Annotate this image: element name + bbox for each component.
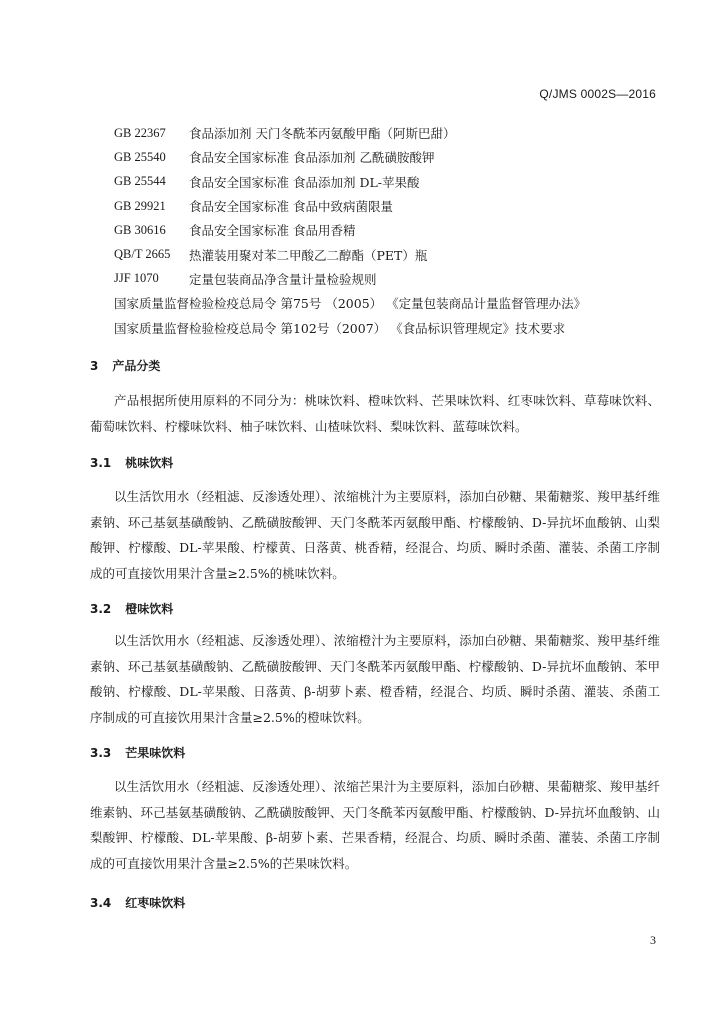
regulation-item — [114, 291, 674, 315]
reference-title: 食品安全国家标准 食品添加剂 乙酰磺胺酸钾 — [189, 150, 435, 166]
section-heading — [90, 357, 160, 374]
section-number: 3.4 — [90, 896, 112, 910]
reference-item — [114, 242, 674, 266]
reference-item — [114, 218, 674, 242]
reference-title: 定量包装商品净含量计量检验规则 — [189, 271, 377, 287]
reference-item — [114, 145, 674, 169]
section-number: 3.3 — [90, 746, 112, 760]
section-heading — [90, 600, 173, 617]
reference-code: QB/T 2665 — [114, 247, 171, 262]
section-number: 3.1 — [90, 456, 112, 470]
section-number: 3.2 — [90, 602, 112, 616]
section-number: 3 — [90, 359, 99, 373]
section-paragraph: 产品根据所使用原料的不同分为：桃味饮料、橙味饮料、芒果味饮料、红枣味饮料、草莓味饮料、葡萄味饮料、柠檬味饮料、柚子味饮料、山楂味饮料、梨味饮料、蓝莓味饮料。 — [90, 393, 660, 434]
reference-title: 食品添加剂 天门冬酰苯丙氨酸甲酯（阿斯巴甜） — [189, 126, 456, 142]
section-title: 桃味饮料 — [125, 456, 174, 470]
reference-code: GB 22367 — [114, 125, 166, 140]
reference-title: 食品安全国家标准 食品用香精 — [189, 223, 356, 239]
section-title: 红枣味饮料 — [125, 896, 186, 910]
regulation-text: 国家质量监督检验检疫总局令 第75号 （2005） 《定量包装商品计量监督管理办法》 — [114, 296, 587, 312]
reference-item — [114, 170, 674, 194]
reference-code: GB 25544 — [114, 174, 166, 189]
reference-code: GB 30616 — [114, 222, 166, 237]
page-number: 3 — [650, 933, 656, 947]
section-paragraph: 以生活饮用水（经粗滤、反渗透处理）、浓缩橙汁为主要原料，添加白砂糖、果葡糖浆、羧甲基纤维素钠、环己基氨基磺酸钠、乙酰磺胺酸钾、天门冬酰苯丙氨酸甲酯、柠檬酸钠、D-异抗坏血酸钠、苯甲酸钠、柠檬酸、DL-苹果酸、日落黄、β-胡萝卜素、橙香精，经混合、均质、瞬时杀菌、灌装、杀菌工序制成的可直接饮用果汁含量≥2.5%的橙味饮料。 — [90, 633, 660, 725]
section-heading — [90, 454, 173, 471]
standard-code: Q/JMS 0002S—2016 — [539, 87, 656, 101]
reference-code: JJF 1070 — [114, 271, 159, 286]
reference-code: GB 29921 — [114, 198, 166, 213]
reference-item — [114, 194, 674, 218]
section-title: 产品分类 — [112, 359, 161, 373]
reference-item — [114, 267, 674, 291]
normative-reference-list — [114, 121, 674, 340]
reference-title: 食品安全国家标准 食品添加剂 DL-苹果酸 — [189, 174, 420, 190]
regulation-text: 国家质量监督检验检疫总局令 第102号（2007） 《食品标识管理规定》技术要求 — [114, 320, 566, 336]
section-heading — [90, 744, 185, 761]
section-title: 芒果味饮料 — [125, 746, 186, 760]
section-heading — [90, 894, 185, 911]
section-paragraph: 以生活饮用水（经粗滤、反渗透处理）、浓缩桃汁为主要原料，添加白砂糖、果葡糖浆、羧甲基纤维素钠、环己基氨基磺酸钠、乙酰磺胺酸钾、天门冬酰苯丙氨酸甲酯、柠檬酸钠、D-异抗坏血酸钠、山梨酸钾、柠檬酸、DL-苹果酸、柠檬黄、日落黄、桃香精，经混合、均质、瞬时杀菌、灌装、杀菌工序制成的可直接饮用果汁含量≥2.5%的桃味饮料。 — [90, 489, 660, 581]
regulation-item — [114, 315, 674, 339]
section-title: 橙味饮料 — [125, 602, 174, 616]
reference-item — [114, 121, 674, 145]
reference-code: GB 25540 — [114, 149, 166, 164]
section-paragraph: 以生活饮用水（经粗滤、反渗透处理）、浓缩芒果汁为主要原料，添加白砂糖、果葡糖浆、羧甲基纤维素钠、环己基氨基磺酸钠、乙酰磺胺酸钾、天门冬酰苯丙氨酸甲酯、柠檬酸钠、D-异抗坏血酸钠、山梨酸钾、柠檬酸、DL-苹果酸、β-胡萝卜素、芒果香精，经混合、均质、瞬时杀菌、灌装、杀菌工序制成的可直接饮用果汁含量≥2.5%的芒果味饮料。 — [90, 779, 660, 871]
reference-title: 热灌装用聚对苯二甲酸乙二醇酯（PET）瓶 — [189, 247, 428, 263]
reference-title: 食品安全国家标准 食品中致病菌限量 — [189, 199, 393, 215]
